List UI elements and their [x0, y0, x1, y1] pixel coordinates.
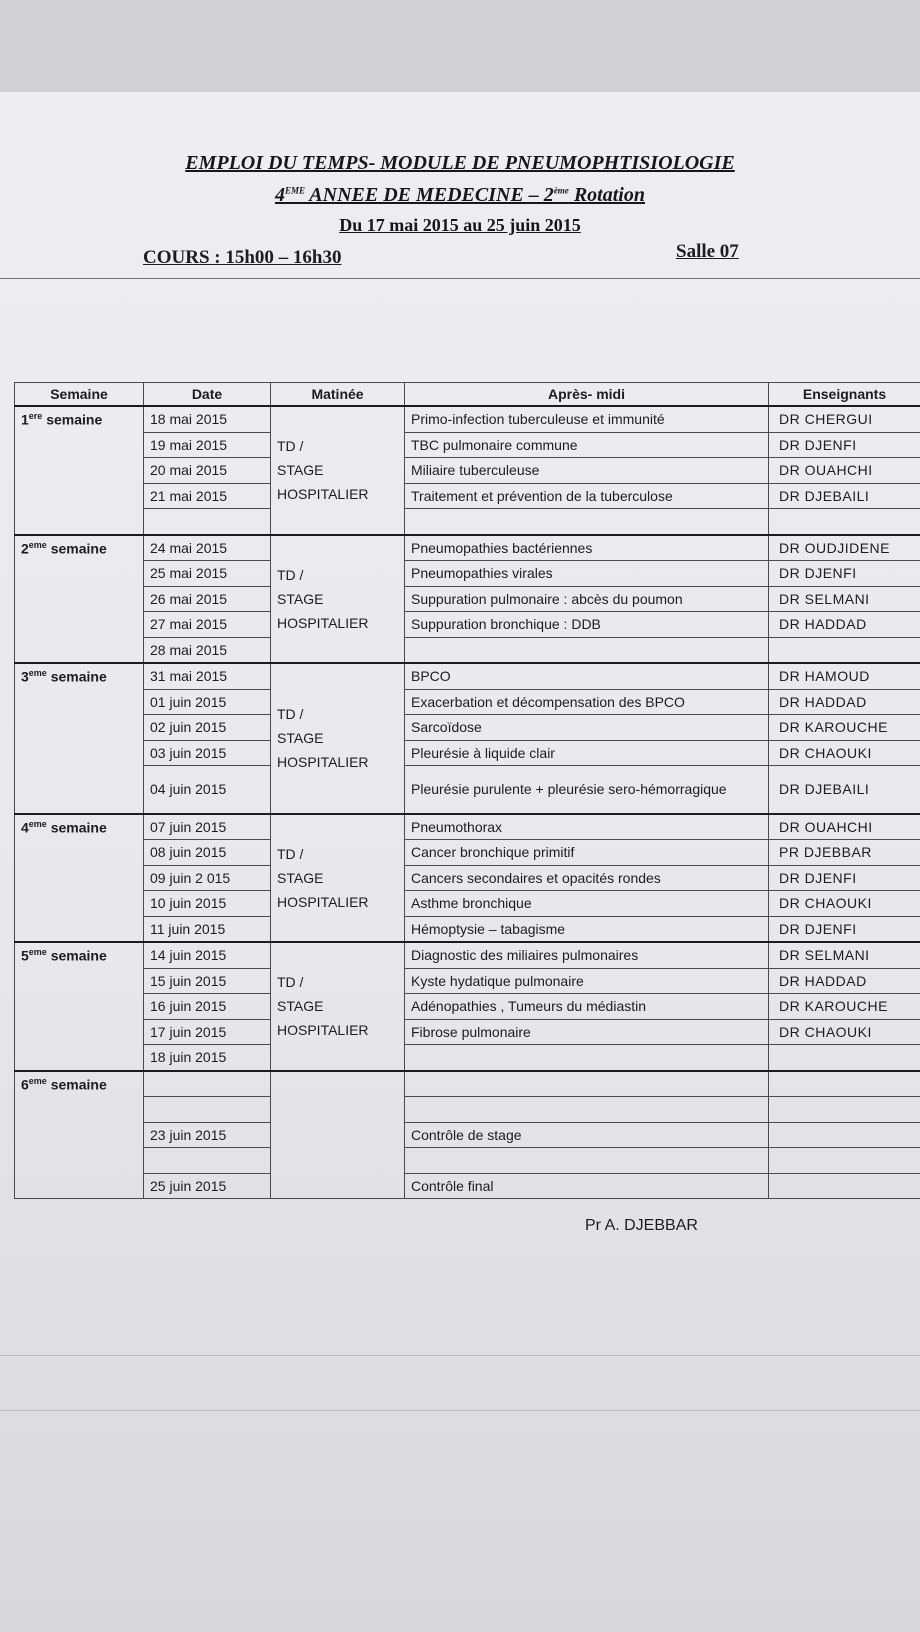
table-row: [15, 663, 920, 689]
date-cell: [144, 509, 271, 535]
table-row: [15, 740, 920, 766]
teacher-cell: DR DJENFI: [769, 916, 920, 942]
table-row: [15, 916, 920, 942]
table-row: [15, 612, 920, 638]
teacher-cell: DR HAMOUD: [769, 663, 920, 689]
table-row: [15, 1097, 920, 1123]
teacher-cell: DR SELMANI: [769, 586, 920, 612]
table-row: [15, 1122, 920, 1148]
table-row: [15, 1173, 920, 1199]
table-row: [15, 1071, 920, 1097]
afternoon-course-cell: Miliaire tuberculeuse: [405, 458, 769, 484]
week-label: 3eme semaine: [15, 663, 144, 814]
afternoon-course-cell: Pneumothorax: [405, 814, 769, 840]
table-row: [15, 715, 920, 741]
matinee-cell: TD / STAGE HOSPITALIER: [271, 535, 405, 664]
table-row: [15, 689, 920, 715]
date-cell: 28 mai 2015: [144, 637, 271, 663]
afternoon-course-cell: Kyste hydatique pulmonaire: [405, 968, 769, 994]
afternoon-course-cell: [405, 1071, 769, 1097]
teacher-cell: [769, 637, 920, 663]
teacher-cell: DR SELMANI: [769, 942, 920, 968]
table-row: [15, 840, 920, 866]
column-header-matinee: Matinée: [271, 383, 405, 407]
date-cell: 03 juin 2015: [144, 740, 271, 766]
date-cell: [144, 1097, 271, 1123]
afternoon-course-cell: Asthme bronchique: [405, 891, 769, 917]
table-row: [15, 483, 920, 509]
matinee-cell: TD / STAGE HOSPITALIER: [271, 942, 405, 1071]
teacher-cell: [769, 1097, 920, 1123]
matinee-cell: TD / STAGE HOSPITALIER: [271, 814, 405, 943]
teacher-cell: DR DJEBAILI: [769, 483, 920, 509]
afternoon-course-cell: Adénopathies , Tumeurs du médiastin: [405, 994, 769, 1020]
week-label: 6eme semaine: [15, 1071, 144, 1199]
afternoon-course-cell: Suppuration bronchique : DDB: [405, 612, 769, 638]
date-cell: 18 juin 2015: [144, 1045, 271, 1071]
teacher-cell: [769, 1045, 920, 1071]
date-cell: 31 mai 2015: [144, 663, 271, 689]
teacher-cell: DR CHAOUKI: [769, 891, 920, 917]
teacher-cell: DR HADDAD: [769, 968, 920, 994]
date-cell: 07 juin 2015: [144, 814, 271, 840]
date-cell: 26 mai 2015: [144, 586, 271, 612]
afternoon-course-cell: Pleurésie à liquide clair: [405, 740, 769, 766]
cours-hours: COURS : 15h00 – 16h30: [143, 247, 342, 268]
afternoon-course-cell: Suppuration pulmonaire : abcès du poumon: [405, 586, 769, 612]
date-cell: 11 juin 2015: [144, 916, 271, 942]
table-row: [15, 637, 920, 663]
date-cell: 10 juin 2015: [144, 891, 271, 917]
afternoon-course-cell: Contrôle final: [405, 1173, 769, 1199]
week-label: 4eme semaine: [15, 814, 144, 943]
teacher-cell: DR KAROUCHE: [769, 994, 920, 1020]
date-cell: 08 juin 2015: [144, 840, 271, 866]
table-row: [15, 891, 920, 917]
afternoon-course-cell: Diagnostic des miliaires pulmonaires: [405, 942, 769, 968]
table-row: [15, 942, 920, 968]
teacher-cell: PR DJEBBAR: [769, 840, 920, 866]
afternoon-course-cell: Sarcoïdose: [405, 715, 769, 741]
date-cell: 21 mai 2015: [144, 483, 271, 509]
afternoon-course-cell: [405, 1045, 769, 1071]
column-header-enseignants: Enseignants: [769, 383, 920, 407]
paper-fold: [0, 1410, 920, 1411]
date-cell: 25 juin 2015: [144, 1173, 271, 1199]
schedule-table: [14, 382, 920, 1199]
date-cell: 02 juin 2015: [144, 715, 271, 741]
week-label: 1ere semaine: [15, 406, 144, 535]
teacher-cell: [769, 1173, 920, 1199]
afternoon-course-cell: Pleurésie purulente + pleurésie sero-hémorragique: [405, 766, 769, 814]
date-cell: 16 juin 2015: [144, 994, 271, 1020]
matinee-cell: TD / STAGE HOSPITALIER: [271, 663, 405, 814]
afternoon-course-cell: TBC pulmonaire commune: [405, 432, 769, 458]
table-row: [15, 458, 920, 484]
header-rule: [0, 278, 920, 279]
table-row: [15, 509, 920, 535]
table-row: [15, 432, 920, 458]
background-top: [0, 0, 920, 95]
afternoon-course-cell: Cancer bronchique primitif: [405, 840, 769, 866]
week-label: 2eme semaine: [15, 535, 144, 664]
table-row: [15, 1019, 920, 1045]
teacher-cell: DR CHAOUKI: [769, 740, 920, 766]
afternoon-course-cell: [405, 1148, 769, 1174]
table-row: [15, 406, 920, 432]
column-header-semaine: Semaine: [15, 383, 144, 407]
document-title: EMPLOI DU TEMPS- MODULE DE PNEUMOPHTISIOLOGIE: [185, 152, 735, 174]
date-cell: 17 juin 2015: [144, 1019, 271, 1045]
teacher-cell: [769, 1148, 920, 1174]
document-subtitle: 4EME ANNEE DE MEDECINE – 2ème Rotation: [275, 184, 645, 206]
table-row: [15, 865, 920, 891]
afternoon-course-cell: Contrôle de stage: [405, 1122, 769, 1148]
afternoon-course-cell: [405, 1097, 769, 1123]
date-cell: 19 mai 2015: [144, 432, 271, 458]
column-header-date: Date: [144, 383, 271, 407]
table-row: [15, 1148, 920, 1174]
week-label: 5eme semaine: [15, 942, 144, 1071]
table-row: [15, 535, 920, 561]
teacher-cell: DR CHERGUI: [769, 406, 920, 432]
table-row: [15, 766, 920, 814]
table-row: [15, 968, 920, 994]
teacher-cell: DR DJENFI: [769, 865, 920, 891]
paper-fold: [0, 1355, 920, 1356]
date-cell: 27 mai 2015: [144, 612, 271, 638]
afternoon-course-cell: Primo-infection tuberculeuse et immunité: [405, 406, 769, 432]
salle-label: Salle 07: [676, 241, 739, 262]
date-cell: 18 mai 2015: [144, 406, 271, 432]
date-cell: [144, 1071, 271, 1097]
afternoon-course-cell: Pneumopathies virales: [405, 561, 769, 587]
date-cell: 04 juin 2015: [144, 766, 271, 814]
afternoon-course-cell: [405, 509, 769, 535]
teacher-cell: [769, 1122, 920, 1148]
column-header-apres-midi: Après- midi: [405, 383, 769, 407]
afternoon-course-cell: Hémoptysie – tabagisme: [405, 916, 769, 942]
table-row: [15, 994, 920, 1020]
teacher-cell: DR HADDAD: [769, 689, 920, 715]
date-cell: 25 mai 2015: [144, 561, 271, 587]
signature: Pr A. DJEBBAR: [585, 1217, 698, 1234]
teacher-cell: DR OUAHCHI: [769, 458, 920, 484]
table-row: [15, 814, 920, 840]
afternoon-course-cell: Exacerbation et décompensation des BPCO: [405, 689, 769, 715]
afternoon-course-cell: BPCO: [405, 663, 769, 689]
document-period: Du 17 mai 2015 au 25 juin 2015: [339, 215, 581, 235]
table-header-row: [15, 383, 920, 407]
afternoon-course-cell: Cancers secondaires et opacités rondes: [405, 865, 769, 891]
date-cell: 20 mai 2015: [144, 458, 271, 484]
teacher-cell: DR DJENFI: [769, 432, 920, 458]
teacher-cell: [769, 1071, 920, 1097]
date-cell: 15 juin 2015: [144, 968, 271, 994]
teacher-cell: DR DJEBAILI: [769, 766, 920, 814]
teacher-cell: DR KAROUCHE: [769, 715, 920, 741]
table-row: [15, 586, 920, 612]
teacher-cell: DR HADDAD: [769, 612, 920, 638]
matinee-cell: [271, 1071, 405, 1199]
date-cell: 24 mai 2015: [144, 535, 271, 561]
date-cell: [144, 1148, 271, 1174]
afternoon-course-cell: [405, 637, 769, 663]
table-row: [15, 1045, 920, 1071]
afternoon-course-cell: Fibrose pulmonaire: [405, 1019, 769, 1045]
table-row: [15, 561, 920, 587]
date-cell: 23 juin 2015: [144, 1122, 271, 1148]
matinee-cell: TD / STAGE HOSPITALIER: [271, 406, 405, 535]
date-cell: 09 juin 2 015: [144, 865, 271, 891]
teacher-cell: DR CHAOUKI: [769, 1019, 920, 1045]
date-cell: 14 juin 2015: [144, 942, 271, 968]
date-cell: 01 juin 2015: [144, 689, 271, 715]
teacher-cell: DR DJENFI: [769, 561, 920, 587]
afternoon-course-cell: Pneumopathies bactériennes: [405, 535, 769, 561]
teacher-cell: [769, 509, 920, 535]
teacher-cell: DR OUAHCHI: [769, 814, 920, 840]
afternoon-course-cell: Traitement et prévention de la tuberculose: [405, 483, 769, 509]
teacher-cell: DR OUDJIDENE: [769, 535, 920, 561]
